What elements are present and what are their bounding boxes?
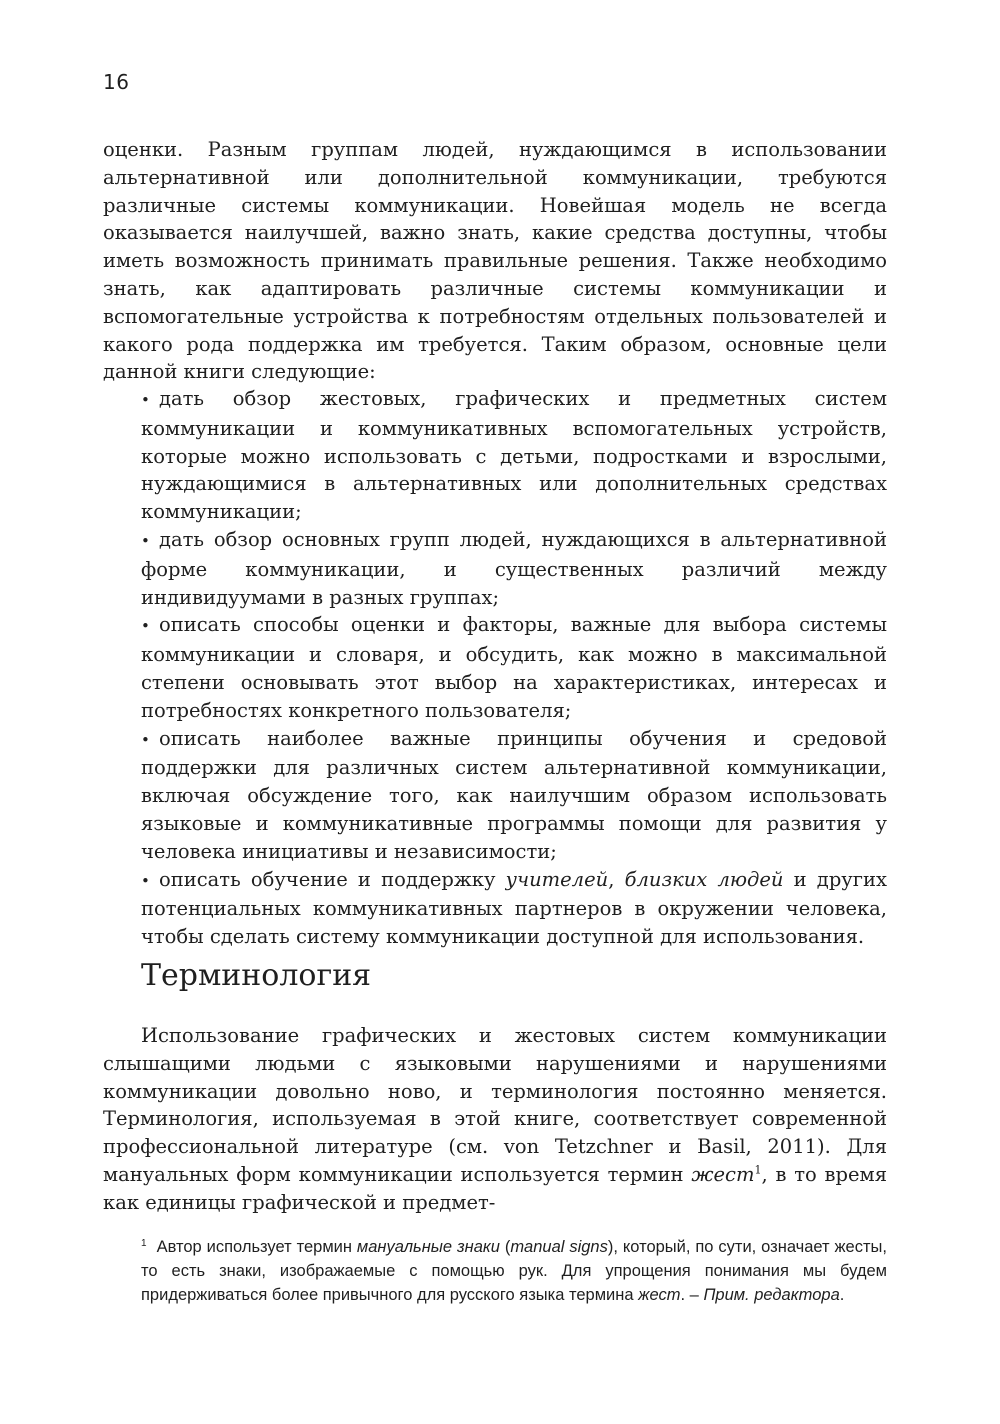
footnote-text: ), который, по сути, означает жесты, то есть знаки, изображаемые с помощью рук. Для упрощения понимания мы будем придерживаться более привычного для русского языка термина: [141, 1238, 887, 1304]
section-heading: Терминология: [141, 958, 372, 993]
emphasis-term: жест: [691, 1162, 755, 1186]
footnote-emphasis: мануальные знаки: [356, 1238, 500, 1256]
list-item-text: дать обзор основных групп людей, нуждающихся в альтернативной форме коммуникации, и существенных различий между индивидуумами в разных группах;: [141, 527, 887, 609]
emphasis-teachers: учителей: [505, 867, 609, 891]
page-number: 16: [103, 70, 130, 94]
list-item-text: описать наиболее важные принципы обучения и средовой поддержки для различных систем альтернативной коммуникации, включая обсуждение того, как наилучшим образом использовать языковые и коммуникативные программы помощи для развития у человека инициативы и независимости;: [141, 726, 887, 863]
footnote-ref[interactable]: 1: [754, 1163, 762, 1177]
terminology-paragraph: [103, 1022, 887, 1217]
footnote-emphasis: manual signs: [510, 1238, 608, 1256]
bullet-icon: •: [141, 730, 150, 749]
paragraph-text: Использование графических и жестовых систем коммуникации слышащими людьми с языковыми нарушениями и нарушениями коммуникации довольно ново, и терминология постоянно меняется. Терминология, используемая в этой книге, соответствует современной профессиональной литературе (см. von Tetzchner и Basil, 2011). Для мануальных форм коммуникации используется термин: [103, 1024, 887, 1186]
list-item-text: описать способы оценки и факторы, важные для выбора системы коммуникации и словаря, и обсудить, как можно в максимальной степени основывать этот выбор на характеристиках, интересах и потребностях конкретного пользователя;: [141, 613, 887, 722]
paragraph-text: , в то время как единицы графической и предмет-: [103, 1162, 887, 1214]
bullet-icon: •: [141, 391, 150, 409]
list-item: [141, 611, 887, 724]
bullet-icon: •: [141, 617, 150, 636]
footnote-number: 1: [141, 1237, 147, 1249]
footnote-emphasis: Прим. редактора: [703, 1286, 840, 1304]
list-item: [141, 526, 887, 611]
footnote-text: (: [499, 1238, 511, 1256]
footnote-text: .: [839, 1286, 845, 1304]
list-item-text: ,: [608, 867, 625, 891]
list-item: [141, 866, 887, 951]
emphasis-close-people: близких людей: [624, 867, 784, 891]
footnote-emphasis: жест: [638, 1286, 681, 1304]
list-item-text: дать обзор жестовых, графических и предметных систем коммуникации и коммуникативных вспомогательных устройств, которые можно использовать с детьми, подростками и взрослыми, нуждающимися в альтернативных или дополнительных средствах коммуникации;: [141, 387, 887, 524]
intro-paragraph: оценки. Разным группам людей, нуждающимся в использовании альтернативной или дополнительной коммуникации, требуются различные системы коммуникации. Новейшая модель не всегда оказывается наилучшей, важно знать, какие средства доступны, чтобы иметь возможность принимать правильные решения. Также необходимо знать, как адаптировать различные системы коммуникации и вспомогательные устройства к потребностям отдельных пользователей и какого рода поддержка им требуется. Таким образом, основные цели данной книги следующие:: [103, 138, 887, 384]
list-item-text: описать обучение и поддержку: [159, 867, 506, 891]
footnote-text: . –: [680, 1286, 704, 1304]
bullet-icon: •: [141, 871, 150, 890]
goals-list: [141, 385, 887, 951]
footnote: [141, 1235, 887, 1307]
list-item-text: и других потенциальных коммуникативных партнеров в окружении человека, чтобы сделать систему коммуникации доступной для использования.: [141, 867, 887, 949]
footnote-text: Автор использует термин: [156, 1238, 357, 1256]
bullet-icon: •: [141, 531, 150, 550]
list-item: [141, 725, 887, 866]
list-item: [141, 385, 887, 526]
